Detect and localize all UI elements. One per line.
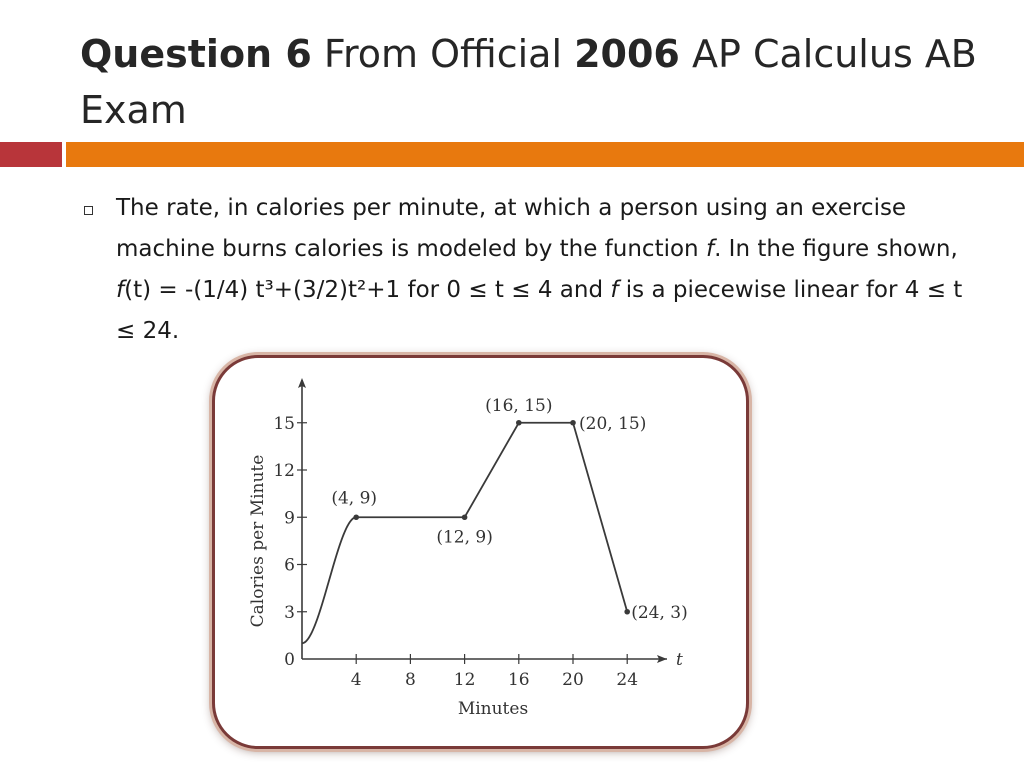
function-f-italic: f <box>610 277 619 303</box>
y-axis-label: Calories per Minute <box>248 454 268 628</box>
bullet-text-seg2: . In the figure shown, <box>714 236 958 262</box>
title-question-number: Question 6 <box>80 32 312 76</box>
point-label: (20, 15) <box>579 413 647 434</box>
linear-segment <box>356 423 627 612</box>
chart-points <box>331 396 687 623</box>
point-label: (12, 9) <box>436 527 493 548</box>
cubic-curve-segment <box>302 517 356 643</box>
y-tick-label: 0 <box>284 650 295 670</box>
point-label: (4, 9) <box>331 488 378 509</box>
bullet-text <box>116 188 976 352</box>
point-label: (24, 3) <box>631 602 688 623</box>
data-point <box>462 514 468 520</box>
x-tick-label: 24 <box>616 670 639 690</box>
x-axis-label: Minutes <box>457 699 529 719</box>
y-tick-label: 6 <box>284 555 295 576</box>
figure-frame <box>212 355 749 749</box>
slide-title <box>80 26 980 138</box>
title-year: 2006 <box>574 32 680 76</box>
title-exam-name: AP Calculus AB Exam <box>80 32 977 132</box>
x-tick-label: 12 <box>453 670 476 690</box>
calories-chart <box>215 358 746 746</box>
data-point <box>353 514 359 520</box>
x-tick-label: 4 <box>350 670 362 690</box>
y-tick-label: 15 <box>273 413 295 434</box>
function-f-italic: f <box>116 277 125 303</box>
bullet-text-seg1: The rate, in calories per minute, at which a person using an exercise machine burns calories is modeled by the function <box>116 195 907 262</box>
y-tick-label: 9 <box>284 508 295 529</box>
y-tick-label: 12 <box>273 461 295 481</box>
x-tick-label: 8 <box>404 670 416 690</box>
x-tick-label: 16 <box>507 670 530 690</box>
chart-ticks <box>273 414 638 690</box>
x-tick-label: 20 <box>562 670 584 690</box>
x-axis-variable: t <box>676 650 683 670</box>
bullet-square-icon <box>84 206 93 215</box>
data-point <box>516 420 522 426</box>
accent-band-red <box>0 142 62 167</box>
function-f-italic: f <box>705 236 715 262</box>
data-point <box>624 609 630 615</box>
y-tick-label: 3 <box>284 602 295 623</box>
accent-band-orange <box>66 142 1024 167</box>
bullet-text-seg3: (t) = -(1/4) t³+(3/2)t²+1 for 0 ≤ t ≤ 4 and <box>124 277 611 303</box>
point-label: (16, 15) <box>485 395 553 416</box>
title-from-official: From Official <box>311 32 575 76</box>
data-point <box>570 420 576 426</box>
bullet-text-seg4: is a piecewise linear for 4 ≤ t ≤ 24. <box>116 277 963 344</box>
